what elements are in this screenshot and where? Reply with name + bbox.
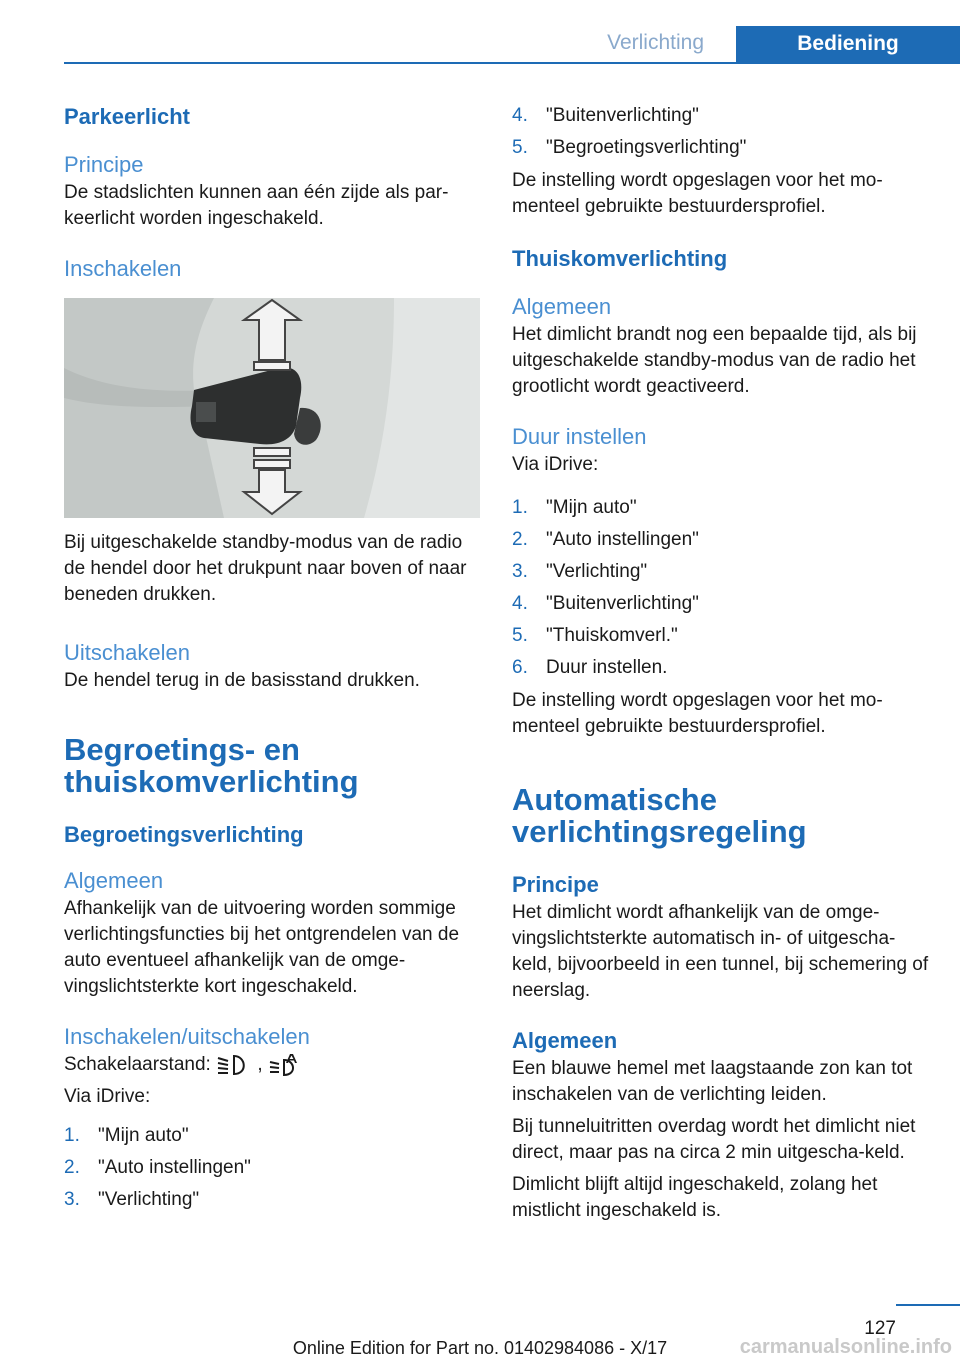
list-item: 5. "Begroetingsverlichting" (512, 137, 747, 158)
list-item: 1. "Mijn auto" (512, 497, 637, 518)
principe-auto-text: Het dimlicht wordt afhankelijk van de omge-vingslichtsterkte automatisch in- of uitgescha-keld, bijvoorbeeld in een tunnel, bij schemering of neerslag. (512, 902, 929, 1001)
thuiskom-algemeen-text: Het dimlicht brandt nog een bepaalde tijd, als bij uitgeschakelde standby-modus van de radio het grootlicht wordt geactiveerd. (512, 324, 917, 397)
heading-automatische-block (512, 784, 930, 848)
chapter-tab-bediening[interactable]: Bediening (736, 26, 960, 62)
idrive-steps-left (64, 1120, 482, 1216)
list-item: 6. Duur instellen. (512, 657, 668, 678)
heading-begroetings-line1: Begroetings- en (64, 732, 300, 767)
watermark: carmanualsonline.info (739, 1336, 952, 1358)
list-item: 2. "Auto instellingen" (64, 1157, 251, 1178)
idrive-steps-continued (512, 100, 930, 164)
list-item: 2. "Auto instellingen" (512, 529, 699, 550)
footer-divider (896, 1304, 960, 1306)
schakelaarstand-label: Schakelaarstand: (64, 1054, 211, 1075)
list-item: 3. "Verlichting" (64, 1189, 200, 1210)
right-column (512, 100, 930, 1224)
list-item: 5. "Thuiskomverl." (512, 625, 678, 646)
list-item: 4. "Buitenverlichting" (512, 105, 699, 126)
heading-algemeen-thuiskom: Algemeen (512, 294, 612, 319)
header-bar (64, 0, 960, 64)
heading-uitschakelen: Uitschakelen (64, 640, 190, 665)
stalk-illustration (64, 298, 482, 518)
heading-principe: Principe (64, 152, 144, 177)
heading-duur-instellen: Duur instellen (512, 424, 647, 449)
heading-begroetingsverlichting: Begroetingsverlichting (64, 822, 304, 847)
heading-algemeen-auto: Algemeen (512, 1028, 618, 1053)
left-column (64, 100, 482, 1216)
list-item: 4. "Buitenverlichting" (512, 593, 699, 614)
schakelaarstand-separator: , (257, 1054, 263, 1075)
heading-begroetings-block (64, 734, 482, 798)
heading-principe-auto: Principe (512, 872, 599, 897)
saved-profile-text-2: De instelling wordt opgeslagen voor het mo-menteel gebruikte bestuurdersprofiel. (512, 690, 883, 737)
page-number: 127 (864, 1318, 896, 1339)
heading-algemeen: Algemeen (64, 868, 164, 893)
saved-profile-text-1: De instelling wordt opgeslagen voor het mo-menteel gebruikte bestuurdersprofiel. (512, 170, 883, 217)
algemeen-auto-text-1: Een blauwe hemel met laagstaande zon kan tot inschakelen van de verlichting leiden. (512, 1058, 913, 1105)
heading-automatische-line1: Automatische (512, 782, 717, 817)
via-idrive-left: Via iDrive: (64, 1086, 151, 1107)
low-beam-icon (216, 1053, 252, 1077)
list-item: 1. "Mijn auto" (64, 1125, 189, 1146)
section-tab-verlichting[interactable]: Verlichting (607, 31, 704, 54)
idrive-steps-duur (512, 492, 930, 684)
algemeen-auto-text-2: Bij tunneluitritten overdag wordt het dimlicht niet direct, maar pas na circa 2 min uitgescha-keld. (512, 1116, 916, 1163)
schakelaarstand-line (64, 1052, 482, 1078)
principe-text: De stadslichten kunnen aan één zijde als par-keerlicht worden ingeschakeld. (64, 182, 449, 229)
light-stalk-image (64, 298, 480, 518)
list-item: 3. "Verlichting" (512, 561, 648, 582)
edition-footer: Online Edition for Part no. 01402984086 - X/17 (292, 1338, 668, 1358)
algemeen-text: Afhankelijk van de uitvoering worden sommige verlichtingsfuncties bij het ontgrendelen van de auto eventueel afhankelijk van de omge-vingslichtsterkte kort ingeschakeld. (64, 898, 460, 997)
via-idrive-right: Via iDrive: (512, 454, 599, 475)
auto-light-icon (268, 1053, 304, 1077)
uitschakelen-text: De hendel terug in de basisstand drukken. (64, 670, 420, 691)
algemeen-auto-text-3: Dimlicht blijft altijd ingeschakeld, zolang het mistlicht ingeschakeld is. (512, 1174, 878, 1221)
heading-inschakelen-uitschakelen: Inschakelen/uitschakelen (64, 1024, 310, 1049)
heading-inschakelen: Inschakelen (64, 256, 182, 281)
heading-automatische-line2: verlichtingsregeling (512, 814, 807, 849)
inschakelen-text: Bij uitgeschakelde standby-modus van de radio de hendel door het drukpunt naar boven of naar beneden drukken. (64, 532, 467, 605)
heading-parkeerlicht: Parkeerlicht (64, 104, 190, 129)
heading-begroetings-line2: thuiskomverlichting (64, 764, 359, 799)
heading-thuiskomverlichting: Thuiskomverlichting (512, 246, 728, 271)
